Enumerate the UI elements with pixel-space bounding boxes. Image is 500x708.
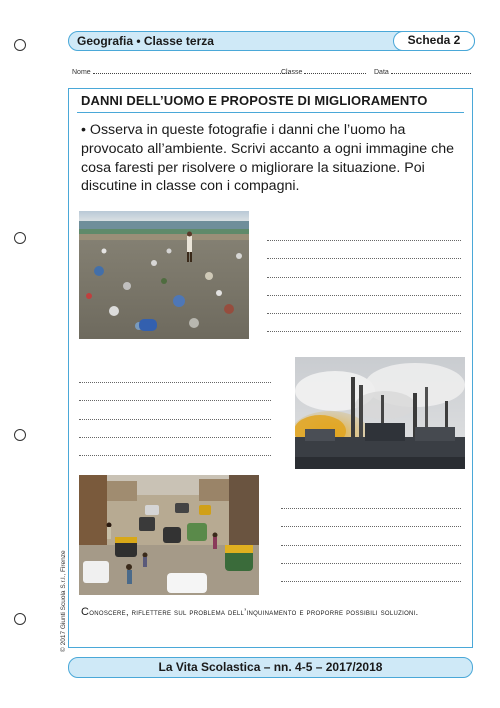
instructions-text: • Osserva in queste fotografie i danni che l’uomo ha provocato all’ambiente. Scrivi accanto a ogni immagine che cosa faresti per risolvere o migliorare la situazione. Poi discutine in classe con i compagni. bbox=[81, 122, 455, 195]
answer-lines-1[interactable] bbox=[267, 223, 461, 332]
field-nome[interactable] bbox=[72, 67, 289, 76]
field-nome-label: Nome bbox=[72, 69, 91, 76]
photo-city-traffic bbox=[79, 475, 259, 595]
binder-hole-4 bbox=[14, 613, 26, 625]
answer-lines-2[interactable] bbox=[79, 365, 271, 456]
title-divider bbox=[77, 112, 464, 113]
field-data[interactable] bbox=[374, 67, 471, 76]
footer-bar bbox=[68, 657, 473, 678]
sheet-number: Scheda 2 bbox=[393, 31, 475, 51]
binder-hole-3 bbox=[14, 429, 26, 441]
subject-label: Geografia • Classe terza bbox=[77, 34, 214, 48]
header-bar bbox=[68, 31, 475, 51]
copyright-text: © 2017 Giunti Scuola S.r.l., Firenze bbox=[60, 550, 67, 652]
photo-factory-smoke bbox=[295, 357, 465, 469]
field-classe[interactable] bbox=[281, 67, 366, 76]
worksheet-box bbox=[68, 88, 473, 648]
photo-beach-litter bbox=[79, 211, 249, 339]
binder-hole-2 bbox=[14, 232, 26, 244]
learning-objective: Conoscere, riflettere sul problema dell’inquinamento e proporre possibili soluzioni. bbox=[81, 606, 419, 618]
footer-text: La Vita Scolastica – nn. 4-5 – 2017/2018 bbox=[158, 660, 383, 674]
binder-hole-1 bbox=[14, 39, 26, 51]
worksheet-title: DANNI DELL’UOMO E PROPOSTE DI MIGLIORAMENTO bbox=[81, 93, 428, 108]
answer-lines-3[interactable] bbox=[281, 491, 461, 582]
field-classe-label: Classe bbox=[281, 69, 303, 76]
field-data-label: Data bbox=[374, 69, 389, 76]
